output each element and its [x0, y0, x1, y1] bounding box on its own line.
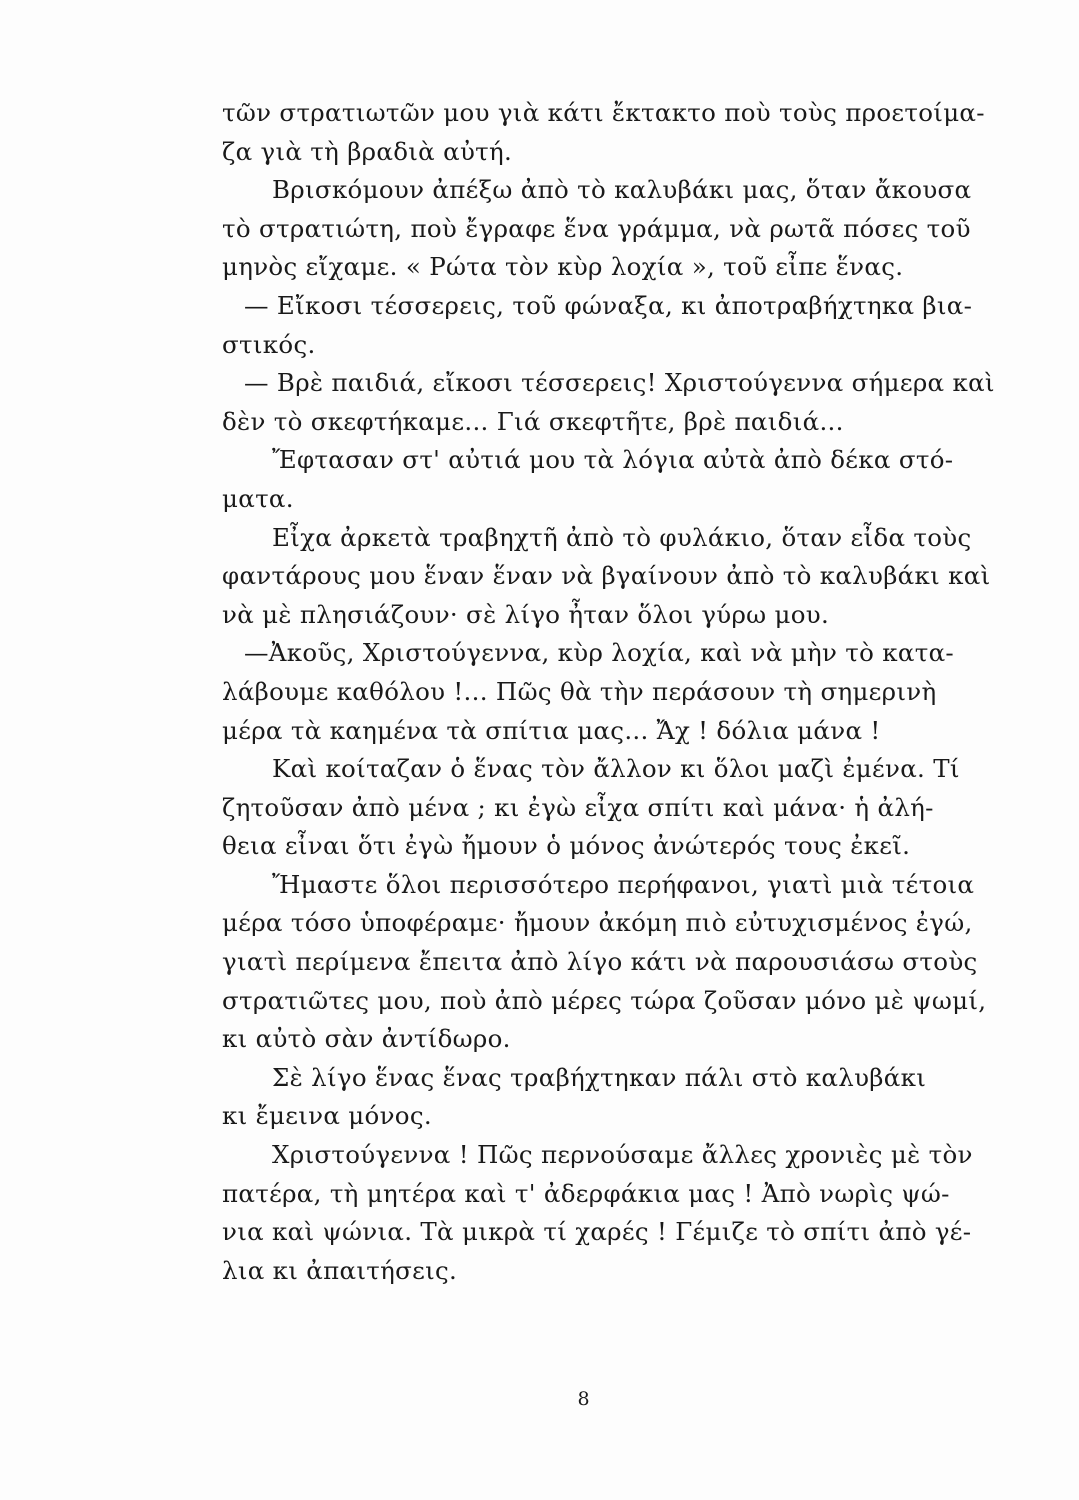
text-line: Σὲ λίγο ἕνας ἕνας τραβήχτηκαν πάλι στὸ καλυβάκι	[272, 1062, 927, 1092]
text-line: Βρισκόμουν ἀπέξω ἀπὸ τὸ καλυβάκι μας, ὅταν ἄκουσα	[272, 175, 972, 205]
body-text	[222, 94, 995, 1290]
text-line: στρατιῶτες μου, ποὺ ἀπὸ μέρες τώρα ζοῦσαν μόνο μὲ ψωμί,	[222, 985, 987, 1015]
text-line: ζητοῦσαν ἀπὸ μένα ; κι ἐγὼ εἶχα σπίτι καὶ μάνα· ἡ ἀλή-	[222, 792, 934, 822]
text-line: λάβουμε καθόλου !... Πῶς θὰ τὴν περάσουν τὴ σημερινὴ	[222, 676, 937, 706]
text-line: κι αὐτὸ σὰν ἀντίδωρο.	[222, 1024, 511, 1054]
text-line: λια κι ἀπαιτήσεις.	[222, 1255, 458, 1285]
page-number: 8	[577, 1388, 590, 1410]
text-line: πατέρα, τὴ μητέρα καὶ τ' ἀδερφάκια μας ! Ἀπὸ νωρὶς ψώ-	[222, 1178, 950, 1208]
text-line: Ἔφτασαν στ' αὐτιά μου τὰ λόγια αὐτὰ ἀπὸ δέκα στό-	[272, 445, 954, 475]
text-line: Ἤμαστε ὅλοι περισσότερο περήφανοι, γιατὶ μιὰ τέτοια	[272, 869, 975, 899]
text-line: νια καὶ ψώνια. Τὰ μικρὰ τί χαρές ! Γέμιζε τὸ σπίτι ἀπὸ γέ-	[222, 1217, 972, 1247]
text-line: Καὶ κοίταζαν ὁ ἕνας τὸν ἄλλον κι ὅλοι μαζὶ ἐμένα. Τί	[272, 754, 960, 784]
text-line: — Βρὲ παιδιά, εἴκοσι τέσσερεις! Χριστούγεννα σήμερα καὶ	[244, 368, 995, 398]
text-line: γιατὶ περίμενα ἔπειτα ἀπὸ λίγο κάτι νὰ παρουσιάσω στοὺς	[222, 947, 978, 977]
text-line: μέρα τόσο ὑποφέραμε· ἤμουν ἀκόμη πιὸ εὐτυχισμένος ἐγώ,	[222, 908, 973, 938]
text-line: τῶν στρατιωτῶν μου γιὰ κάτι ἔκτακτο ποὺ τοὺς προετοίμα-	[222, 98, 985, 127]
text-line: στικός.	[222, 329, 316, 359]
text-line: —Ἀκοῦς, Χριστούγεννα, κὺρ λοχία, καὶ νὰ μὴν τὸ κατα-	[244, 638, 954, 668]
text-line: Χριστούγεννα ! Πῶς περνούσαμε ἄλλες χρονιὲς μὲ τὸν	[272, 1140, 973, 1170]
text-line: κι ἔμεινα μόνος.	[222, 1101, 432, 1131]
text-line: δὲν τὸ σκεφτήκαμε... Γιά σκεφτῆτε, βρὲ παιδιά...	[222, 406, 844, 436]
text-line: ζα γιὰ τὴ βραδιὰ αὐτή.	[222, 136, 513, 166]
text-line: μηνὸς εἴχαμε. « Ρώτα τὸν κὺρ λοχία », τοῦ εἶπε ἕνας.	[222, 252, 904, 282]
text-line: θεια εἶναι ὅτι ἐγὼ ἤμουν ὁ μόνος ἀνώτερός τους ἐκεῖ.	[222, 831, 911, 861]
text-line: μέρα τὰ καημένα τὰ σπίτια μας... Ἄχ ! δόλια μάνα !	[222, 715, 881, 745]
text-line: ματα.	[222, 483, 294, 513]
text-line: — Εἴκοσι τέσσερεις, τοῦ φώναξα, κι ἀποτραβήχτηκα βια-	[244, 290, 973, 320]
text-line: Εἶχα ἀρκετὰ τραβηχτῆ ἀπὸ τὸ φυλάκιο, ὅταν εἶδα τοὺς	[272, 522, 972, 552]
text-line: τὸ στρατιώτη, ποὺ ἔγραφε ἕνα γράμμα, νὰ ρωτᾶ πόσες τοῦ	[222, 213, 971, 243]
text-line: φαντάρους μου ἕναν ἕναν νὰ βγαίνουν ἀπὸ τὸ καλυβάκι καὶ	[222, 561, 991, 591]
text-line: νὰ μὲ πλησιάζουν· σὲ λίγο ἦταν ὅλοι γύρω μου.	[222, 599, 830, 629]
